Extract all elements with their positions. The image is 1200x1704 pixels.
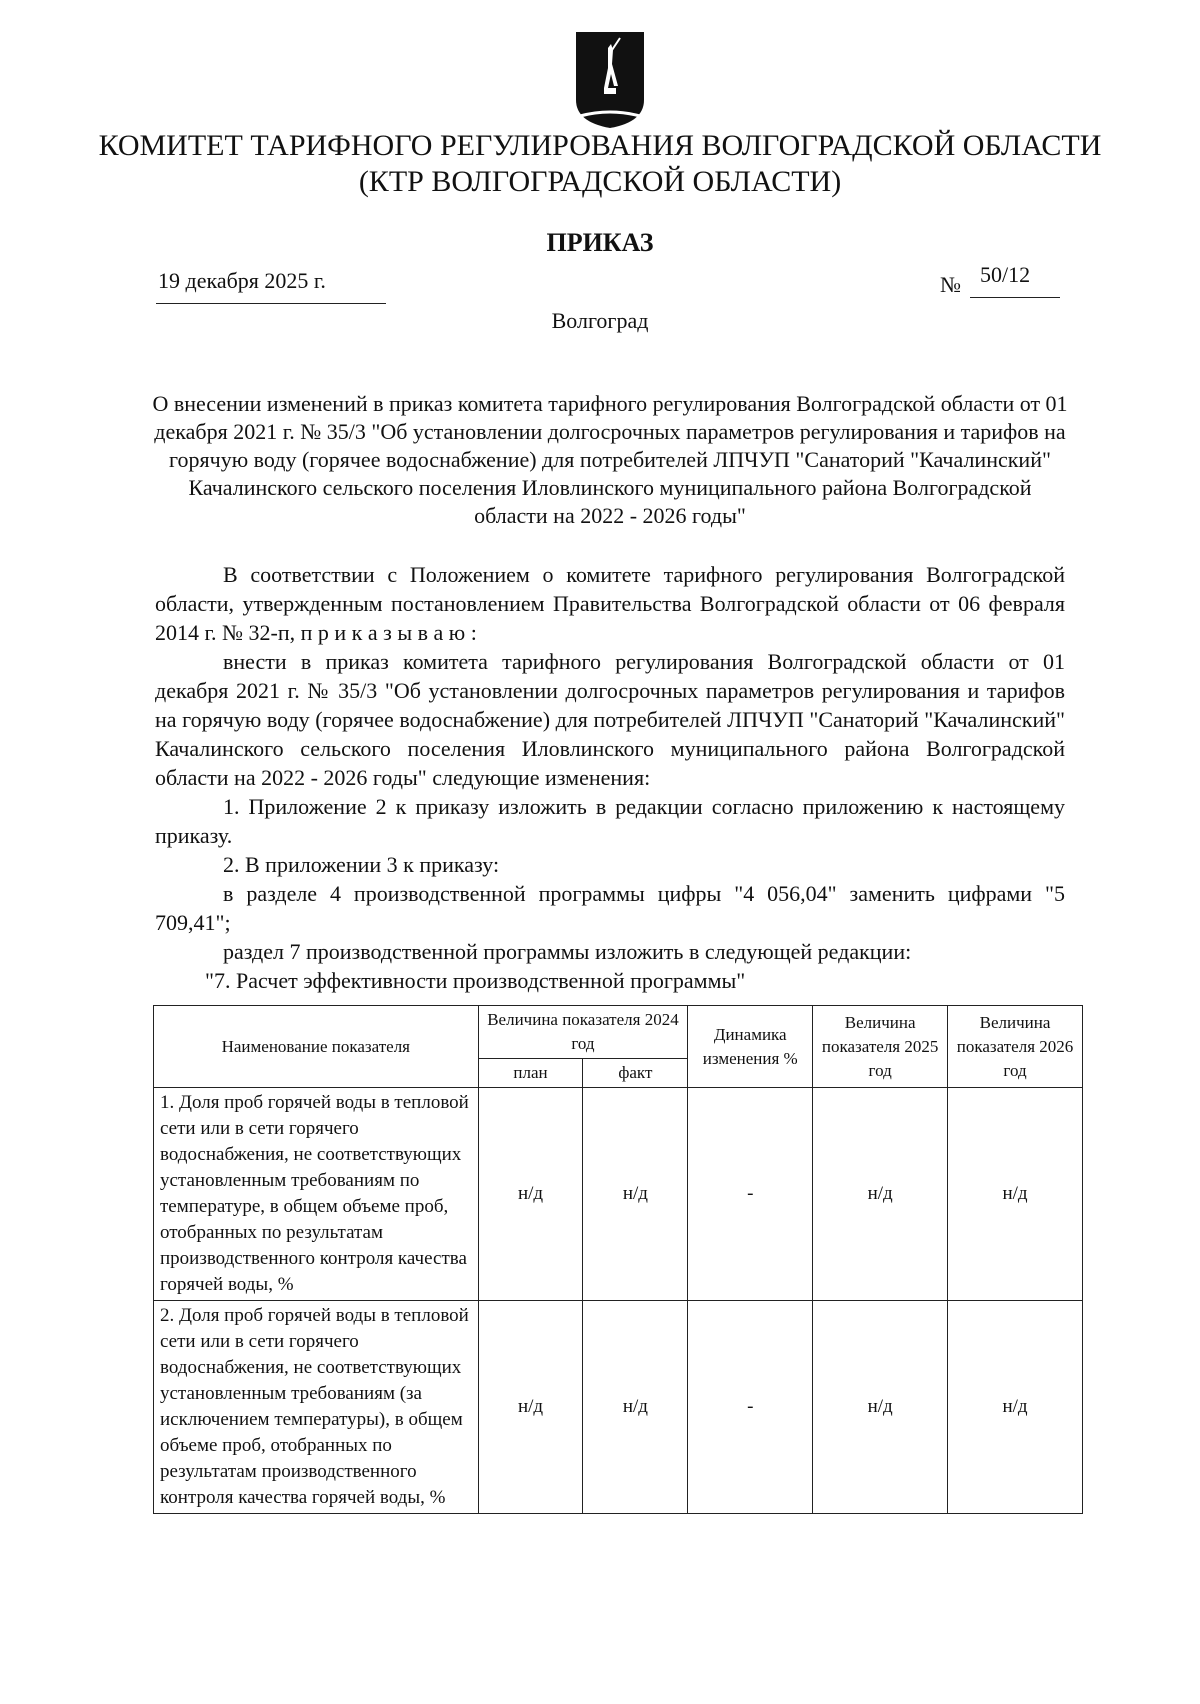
table-row [154,1301,1083,1514]
row-value-2026: н/д [948,1088,1083,1301]
number-sign: № [940,272,961,297]
row-name: 1. Доля проб горячей воды в тепловой сети или в сети горячего водоснабжения, не соответствующих установленным требованиям по температуре, в общем объеме проб, отобранных по результатам производственного контроля качества горячей воды, % [154,1088,479,1301]
body-paragraph: 1. Приложение 2 к приказу изложить в редакции согласно приложению к настоящему приказу. [155,794,1065,848]
body-paragraph: внести в приказ комитета тарифного регулирования Волгоградской области от 01 декабря 2021 г. № 35/3 "Об установлении долгосрочных параметров регулирования и тарифов на горячую воду (горячее водоснабжение) для потребителей ЛПЧУП "Санаторий "Качалинский" Качалинского сельского поселения Иловлинского муниципального района Волгоградской области на 2022 - 2026 годы" следующие изменения: [155,649,1065,790]
document-type: ПРИКАЗ [546,228,654,257]
row-fact: н/д [583,1301,688,1514]
document-city: Волгоград [551,308,649,333]
org-name: КОМИТЕТ ТАРИФНОГО РЕГУЛИРОВАНИЯ ВОЛГОГРАДСКОЙ ОБЛАСТИ [98,129,1102,162]
document-body [155,560,1065,995]
header-value-2025: Величина показателя 2025 год [813,1006,948,1088]
table-row [154,1088,1083,1301]
header-plan: план [478,1059,583,1088]
row-value-2025: н/д [813,1088,948,1301]
row-dynamics: - [688,1088,813,1301]
body-paragraph: В соответствии с Положением о комитете тарифного регулирования Волгоградской области, утвержденным постановлением Правительства Волгоградской области от 06 февраля 2014 г. № 32-п, п р и к а з ы в а ю : [155,562,1065,645]
header-value-2024: Величина показателя 2024 год [478,1006,688,1059]
row-fact: н/д [583,1088,688,1301]
section-heading: "7. Расчет эффективности производственной программы" [205,968,746,993]
date-underline [156,303,386,304]
number-underline [970,297,1060,298]
document-number: 50/12 [980,262,1031,287]
row-name: 2. Доля проб горячей воды в тепловой сети или в сети горячего водоснабжения, не соответствующих установленным требованиям (за исключением температуры), в общем объеме проб, отобранных по результатам производственного контроля качества горячей воды, % [154,1301,479,1514]
efficiency-table [153,1005,1083,1514]
row-plan: н/д [478,1088,583,1301]
row-value-2026: н/д [948,1301,1083,1514]
table-header-row [154,1006,1083,1059]
row-value-2025: н/д [813,1301,948,1514]
row-dynamics: - [688,1301,813,1514]
row-plan: н/д [478,1301,583,1514]
header-name: Наименование показателя [154,1006,479,1088]
body-paragraph: 2. В приложении 3 к приказу: [223,852,500,877]
document-date: 19 декабря 2025 г. [158,268,326,293]
header-value-2026: Величина показателя 2026 год [948,1006,1083,1088]
body-paragraph: раздел 7 производственной программы изложить в следующей редакции: [223,939,912,964]
header-fact: факт [583,1059,688,1088]
org-short-name: (КТР ВОЛГОГРАДСКОЙ ОБЛАСТИ) [358,165,842,198]
body-paragraph: в разделе 4 производственной программы цифры "4 056,04" заменить цифрами "5 709,41"; [155,881,1065,935]
document-subject: О внесении изменений в приказ комитета тарифного регулирования Волгоградской области от 01 декабря 2021 г. № 35/3 "Об установлении долгосрочных параметров регулирования и тарифов на горячую воду (горячее водоснабжение) для потребителей ЛПЧУП "Санаторий "Качалинский" Качалинского сельского поселения Иловлинского муниципального района Волгоградской области на 2022 - 2026 годы" [152,391,1068,528]
header-dynamics: Динамика изменения % [688,1006,813,1088]
volgograd-emblem-icon [574,30,646,130]
